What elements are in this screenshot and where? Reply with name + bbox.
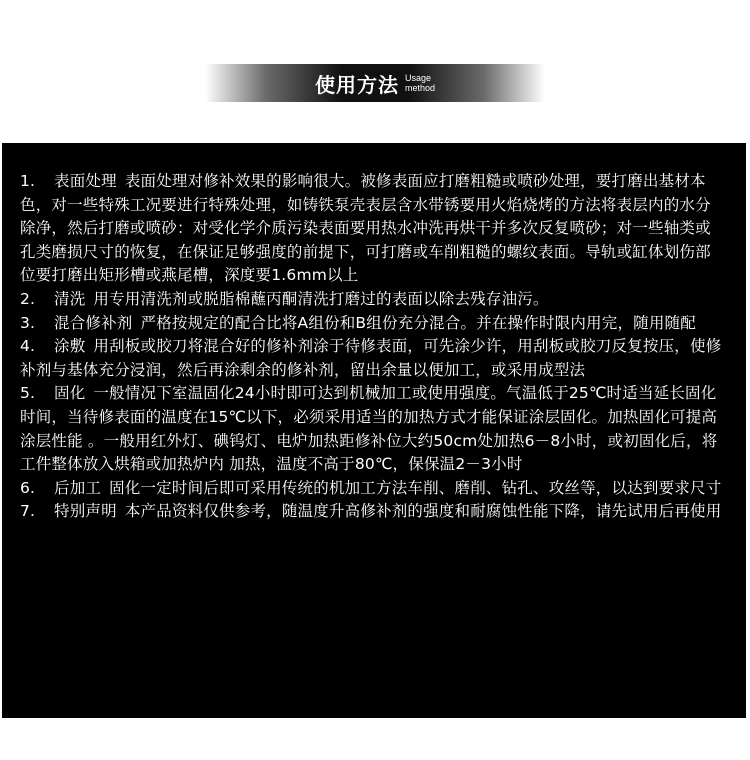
item-text: 一般情况下室温固化24小时即可达到机械加工或使用强度。气温低于25℃时适当延长固化时间，当待修表面的温度在15℃以下，必须采用适当的加热方式才能保证涂层固化。加热固化可提高涂层性能 。一般用红外灯、碘钨灯、电炉加热距修补位大约50cm处加热6－8小时，或初固化后，将工件整体放入烘箱或加热炉内 加热，温度不高于80℃，保保温2－3小时: [20, 384, 718, 474]
item-number: 1.: [20, 172, 36, 190]
item-title: 特别声明: [54, 502, 117, 521]
item-title: 后加工: [54, 478, 102, 497]
item-number: 4.: [20, 337, 36, 356]
section-title: 使用方法: [314, 72, 399, 97]
item-text: 固化一定时间后即可采用传统的机加工方法车削、磨削、钻孔、攻丝等，以达到要求尺寸: [109, 478, 722, 497]
subtitle-line-1: Usage: [404, 73, 431, 83]
item-text: 用刮板或胶刀将混合好的修补剂涂于待修表面，可先涂少许，用刮板或胶刀反复按压，使修补剂与基体充分浸润，然后再涂剩余的修补剂，留出余量以便加工，或采用成型法: [20, 337, 722, 379]
item-title: 固化: [54, 384, 86, 403]
instructions-panel: [2, 143, 746, 718]
item-title: 涂敷: [54, 337, 86, 356]
item-title: 混合修补剂: [54, 313, 133, 332]
item-number: 2.: [20, 289, 36, 308]
item-text: 表面处理对修补效果的影响很大。被修表面应打磨粗糙或喷砂处理，要打磨出基材本色，对一些特殊工况要进行特殊处理，如铸铁泵壳表层含水带锈要用火焰烧烤的方法将表层内的水分除净，然后打磨或喷砂：对受化学介质污染表面要用热水冲洗再烘干并多次反复喷砂；对一些轴类或孔类磨损尺寸的恢复，在保证足够强度的前提下，可打磨或车削粗糙的螺纹表面。导轨或缸体划伤部位要打磨出矩形槽或燕尾槽，深度要1.6mm以上: [20, 172, 711, 285]
item-text: 严格按规定的配合比将A组份和B组份充分混合。并在操作时限内用完，随用随配: [140, 313, 696, 332]
item-number: 7.: [20, 502, 36, 521]
subtitle-line-2: method: [404, 83, 436, 93]
instruction-item-3: [20, 312, 726, 336]
instruction-item-2: [20, 288, 726, 312]
item-text: 本产品资料仅供参考，随温度升高修补剂的强度和耐腐蚀性能下降，请先试用后再使用: [124, 502, 722, 521]
instruction-item-5: [20, 382, 726, 476]
instruction-item-7: [20, 500, 726, 524]
section-subtitle: [405, 73, 435, 93]
instruction-item-4: [20, 335, 726, 382]
section-header: [205, 64, 545, 102]
instruction-item-6: [20, 477, 726, 501]
item-text: 用专用清洗剂或脱脂棉蘸丙酮清洗打磨过的表面以除去残存油污。: [93, 289, 549, 308]
item-title: 表面处理: [54, 172, 117, 190]
item-title: 清洗: [54, 289, 86, 308]
instruction-item-1: [20, 170, 726, 288]
item-number: 5.: [20, 384, 36, 403]
item-number: 6.: [20, 478, 36, 497]
item-number: 3.: [20, 313, 36, 332]
